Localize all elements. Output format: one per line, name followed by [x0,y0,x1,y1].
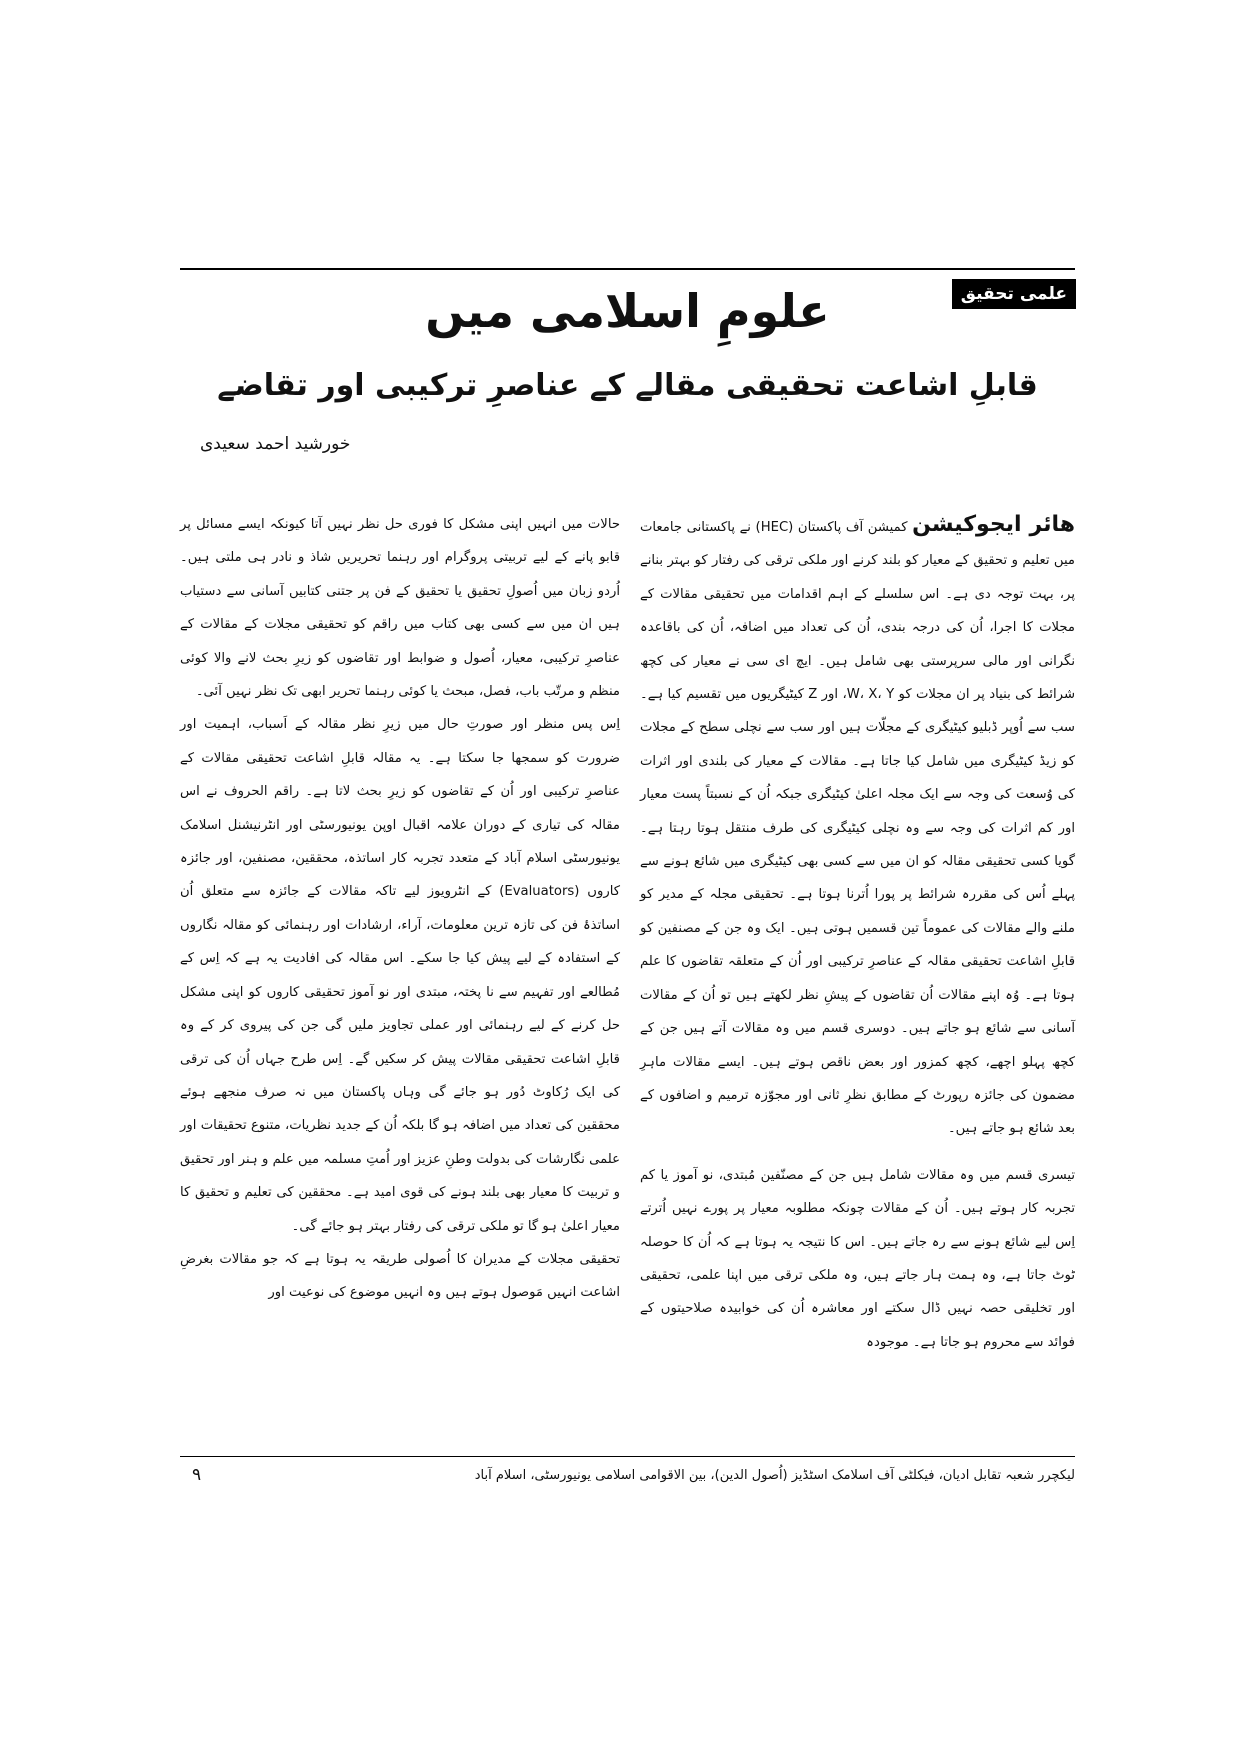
paragraph: اِس پس منظر اور صورتِ حال میں زیرِ نظر مقالہ کے اَسباب، اہمیت اور ضرورت کو سمجھا جا سکتا ہے۔ یہ مقالہ قابلِ اشاعت تحقیقی مقالات کے عناصرِ ترکیبی اور اُن کے تقاضوں کو زیرِ بحث لاتا ہے۔ راقم الحروف نے اس مقالہ کی تیاری کے دوران علامہ اقبال اوپن یونیورسٹی اور انٹرنیشنل اسلامک یونیورسٹی اسلام آباد کے متعدد تجربہ کار اساتذہ، محققین، مصنفین، اور جائزہ کاروں (Evaluators) کے انٹرویوز لیے تاکہ مقالات کے جائزہ سے متعلق اُن اساتذۂ فن کی تازہ ترین معلومات، آراء، ارشادات اور رہنمائی کو مقالہ نگاروں کے استفادہ کے لیے پیش کیا جا سکے۔ اس مقالہ کی افادیت یہ ہے کہ اِس کے مُطالعے اور تفہیم سے نا پختہ، مبتدی اور نو آموز تحقیقی کاروں کو اپنی مشکل حل کرنے کے لیے رہنمائی اور عملی تجاویز ملیں گی جن کی پیروی کر کے وہ قابلِ اشاعت تحقیقی مقالات پیش کر سکیں گے۔ اِس طرح جہاں اُن کی ترقی کی ایک رُکاوٹ دُور ہو جائے گی وہاں پاکستان میں نہ صرف منجھے ہوئے محققین کی تعداد میں اضافہ ہو گا بلکہ اُن کے جدید نظریات، متنوع تحقیقات اور علمی نگارشات کی بدولت وطنِ عزیز اور اُمتِ مسلمہ میں علم و ہنر اور تحقیق و تربیت کا معیار بھی بلند ہونے کی قوی امید ہے۔ محققین کی تعلیم و تحقیق کا معیار اعلیٰ ہو گا تو ملکی ترقی کی رفتار بہتر ہو جائے گی۔ [180,717,620,1234]
right-column [640,508,1075,1359]
paragraph: حالات میں انہیں اپنی مشکل کا فوری حل نظر نہیں آتا کیونکہ ایسے مسائل پر قابو پانے کے لیے تربیتی پروگرام اور رہنما تحریریں شاذ و نادر ہی ملتی ہیں۔ اُردو زبان میں اُصولِ تحقیق یا تحقیق کے فن پر جتنی کتابیں آسانی سے دستیاب ہیں ان میں سے کسی بھی کتاب میں راقم کو تحقیقی مجلات کے مقالات کے عناصرِ ترکیبی، معیار، اُصول و ضوابط اور تقاضوں کو زیرِ بحث لانے والا کوئی منظم و مرتّب باب، فصل، مبحث یا کوئی رہنما تحریر ابھی تک نظر نہیں آئی۔ [180,517,620,700]
section-label-badge: علمی تحقیق [952,279,1076,309]
page-number: ۹ [192,1465,202,1485]
paragraph: تحقیقی مجلات کے مدیران کا اُصولی طریقہ یہ ہوتا ہے کہ جو مقالات بغرضِ اشاعت انہیں مَوصول ہوتے ہیں وہ انہیں موضوع کی نوعیت اور [180,1251,620,1301]
author-name: خورشید احمد سعیدی [200,434,351,454]
paragraph-text: کمیشن آف پاکستان (HEC) نے پاکستانی جامعات میں تعلیم و تحقیق کے معیار کو بلند کرنے اور ملکی ترقی کی رفتار کو بہتر بنانے پر، بہت توجہ دی ہے۔ اس سلسلے کے اہم اقدامات میں تحقیقی مقالات کے مجلات کا اجرا، اُن کی درجہ بندی، اُن کی تعداد میں اضافہ، اُن کی باقاعدہ نگرانی اور مالی سرپرستی بھی شامل ہیں۔ ایچ ای سی نے معیار کی کچھ شرائط کی بنیاد پر ان مجلات کو W، X، Y، اور Z کیٹیگریوں میں تقسیم کیا ہے۔ سب سے اُوپر ڈبلیو کیٹیگری کے مجلّات ہیں اور سب سے نچلی سطح کے مجلات کو زیڈ کیٹیگری میں شامل کیا جاتا ہے۔ مقالات کے معیار کی بلندی اور اثرات کی وُسعت کی وجہ سے ایک مجلہ اعلیٰ کیٹیگری جبکہ اُن کے نسبتاً پست معیار اور کم اثرات کی وجہ سے وہ نچلی کیٹیگری کی طرف منتقل ہوتا رہتا ہے۔ گویا کسی تحقیقی مقالہ کو ان میں سے کسی بھی کیٹیگری میں شائع ہونے سے پہلے اُس کی مقررہ شرائط پر پورا اُترنا ہوتا ہے۔ تحقیقی مجلہ کے مدیر کو ملنے والے مقالات کی عموماً تین قسمیں ہوتی ہیں۔ ایک وہ جن کے مصنفین کو قابلِ اشاعت تحقیقی مقالہ کے عناصرِ ترکیبی اور اُن کے متعلقہ تقاضوں کا علم ہوتا ہے۔ وُہ اپنے مقالات اُن تقاضوں کے پیشِ نظر لکھتے ہیں تو اُن کے مقالات آسانی سے شائع ہو جاتے ہیں۔ دوسری قسم میں وہ مقالات آتے ہیں جن کے کچھ پہلو اچھے، کچھ کمزور اور بعض ناقص ہوتے ہیں۔ ایسے مقالات ماہرِ مضمون کی جائزہ رپورٹ کے مطابق نظرِ ثانی اور مجوّزہ ترمیم و اضافوں کے بعد شائع ہو جاتے ہیں۔ [640,520,1075,1137]
author-footnote: لیکچرر شعبہ تقابل ادیان، فیکلٹی آف اسلامک اسٹڈیز (اُصول الدین)، بین الاقوامی اسلامی یونیورسٹی، اسلام آباد [474,1468,1075,1483]
header-divider [180,268,1075,270]
article-subtitle: قابلِ اشاعت تحقیقی مقالے کے عناصرِ ترکیبی اور تقاضے [217,368,1038,403]
paragraph [640,508,1075,1146]
footer-divider [180,1456,1075,1457]
paragraph: تیسری قسم میں وہ مقالات شامل ہیں جن کے مصنّفین مُبتدی، نو آموز یا کم تجربہ کار ہوتے ہیں۔ اُن کے مقالات چونکہ مطلوبہ معیار پر پورے نہیں اُترتے اِس لیے شائع ہونے سے رہ جاتے ہیں۔ اس کا نتیجہ یہ ہوتا ہے کہ اُن کا حوصلہ ٹوٹ جاتا ہے، وہ ہمت ہار جاتے ہیں، وہ ملکی ترقی میں اپنا علمی، تحقیقی اور تخلیقی حصہ نہیں ڈال سکتے اور معاشرہ اُن کی خوابیدہ صلاحیتوں کے فوائد سے محروم ہو جاتا ہے۔ موجودہ [640,1167,1075,1350]
left-column [180,508,620,1310]
paragraph-gap [640,1146,1075,1159]
article-title: علومِ اسلامی میں [425,284,830,338]
lead-phrase: ھائر ایجوکیشن [912,512,1076,537]
